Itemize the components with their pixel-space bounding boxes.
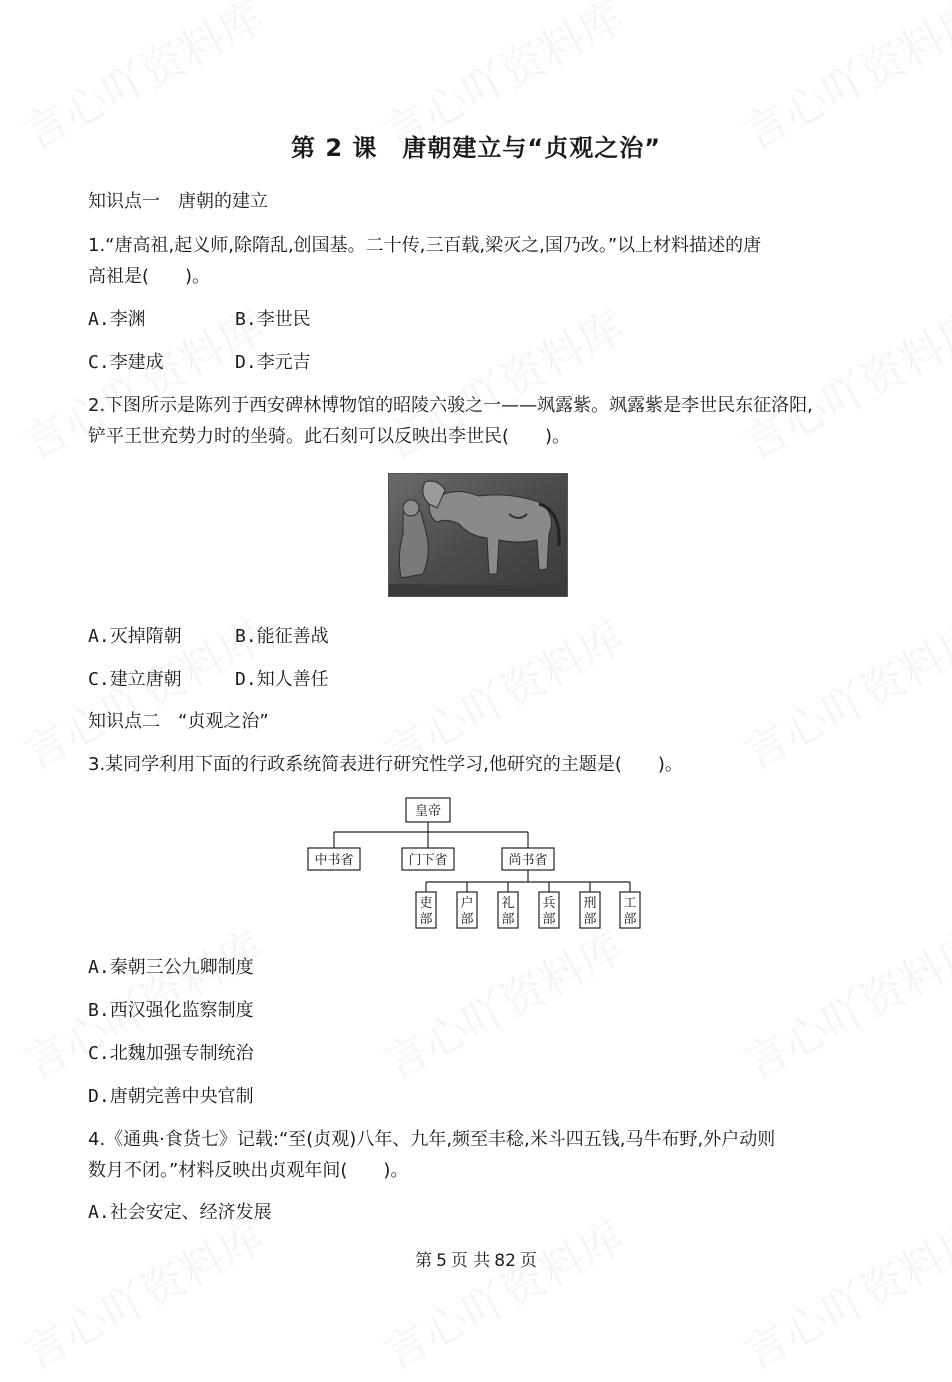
- watermark: [730, 602, 952, 782]
- watermark: [370, 1202, 633, 1382]
- page-title: 第 2 课 唐朝建立与“贞观之治”: [291, 134, 661, 162]
- chart-node-xing-bu: 刑: [583, 896, 597, 911]
- chart-node-li-bu-rites: 礼: [501, 896, 515, 911]
- chart-node-gong-bu: 部: [623, 912, 637, 927]
- option-a: A.社会安定、经济发展: [88, 1202, 272, 1223]
- chart-node-bing-bu: 部: [542, 912, 556, 927]
- option-d: D.知人善任: [235, 669, 329, 690]
- question-2-text-cont: 铲平王世充势力时的坐骑。此石刻可以反映出李世民( )。: [88, 426, 571, 447]
- question-4-text: 4.《通典·食货七》记载:“至(贞观)八年、九年,频至丰稔,米斗四五钱,马牛布野,外户动则: [88, 1129, 776, 1150]
- option-d: D.唐朝完善中央官制: [88, 1086, 254, 1107]
- administrative-system-chart: [300, 792, 660, 937]
- chart-node-shangshu: 尚书省: [508, 853, 548, 868]
- chart-node-hu-bu: 部: [460, 912, 474, 927]
- watermark: [730, 1202, 952, 1382]
- question-3-text: 3.某同学利用下面的行政系统简表进行研究性学习,他研究的主题是( )。: [88, 754, 683, 775]
- question-2-text: 2.下图所示是陈列于西安碑林博物馆的昭陵六骏之一——飒露紫。飒露紫是李世民东征洛阳,: [88, 395, 813, 416]
- total-pages: 82: [494, 1251, 516, 1271]
- chart-node-zhongshu: 中书省: [314, 853, 354, 868]
- chart-node-li-bu-rites: 部: [501, 912, 515, 927]
- question-4-text-cont: 数月不闭。”材料反映出贞观年间( )。: [88, 1160, 409, 1181]
- watermark: [10, 1202, 273, 1382]
- stone-relief-horse-image: [388, 473, 568, 597]
- section-heading-1: 知识点一 唐朝的建立: [88, 191, 268, 212]
- chart-node-li-bu: 吏: [419, 896, 433, 911]
- current-page-number: 5: [436, 1251, 447, 1271]
- option-a: A.秦朝三公九卿制度: [88, 957, 254, 978]
- option-b: B.能征善战: [235, 626, 329, 647]
- option-a: A.李渊: [88, 309, 146, 330]
- option-a: A.灭掉隋朝: [88, 626, 182, 647]
- section-heading-2: 知识点二 “贞观之治”: [88, 711, 269, 732]
- option-d: D.李元吉: [235, 352, 311, 373]
- option-c: C.建立唐朝: [88, 669, 182, 690]
- chart-node-gong-bu: 工: [623, 896, 637, 911]
- footer-text: 页 共: [450, 1251, 491, 1271]
- page-footer: [0, 1246, 952, 1271]
- option-b: B.李世民: [235, 309, 311, 330]
- chart-node-emperor: 皇帝: [414, 804, 442, 819]
- footer-text: 页: [519, 1251, 537, 1271]
- option-b: B.西汉强化监察制度: [88, 1000, 254, 1021]
- question-1-text-cont: 高祖是( )。: [88, 266, 211, 287]
- chart-node-xing-bu: 部: [583, 912, 597, 927]
- chart-node-li-bu: 部: [419, 912, 433, 927]
- option-c: C.李建成: [88, 352, 164, 373]
- watermark: [370, 912, 633, 1092]
- chart-node-bing-bu: 兵: [542, 896, 556, 911]
- watermark: [730, 292, 952, 472]
- question-1-text: 1.“唐高祖,起义师,除隋乱,创国基。二十传,三百载,梁灭之,国乃改。”以上材料描述的唐: [88, 235, 762, 256]
- option-c: C.北魏加强专制统治: [88, 1043, 254, 1064]
- watermark: [730, 912, 952, 1092]
- chart-node-menxia: 门下省: [408, 853, 448, 868]
- footer-text: 第: [415, 1251, 433, 1271]
- chart-node-hu-bu: 户: [460, 896, 474, 911]
